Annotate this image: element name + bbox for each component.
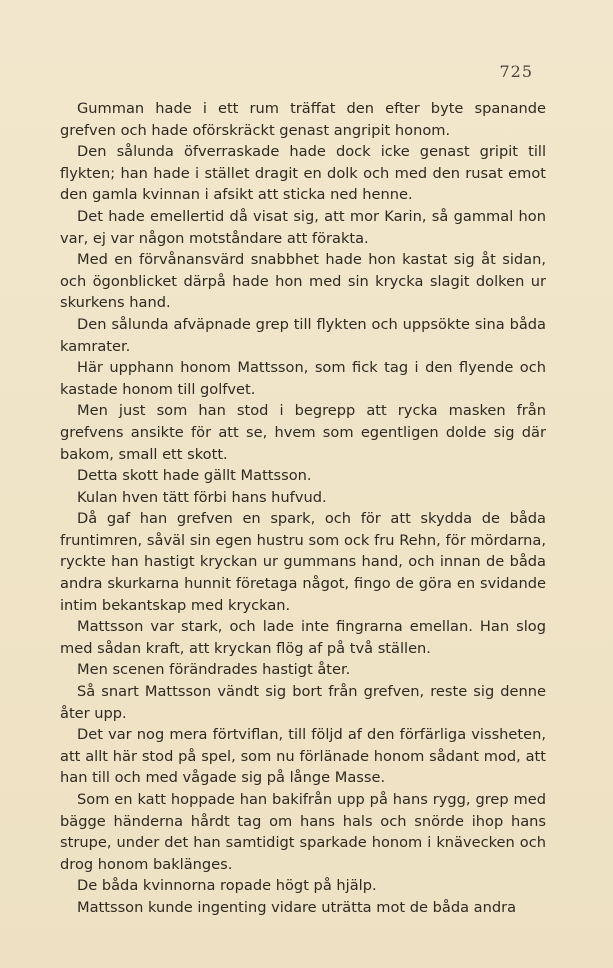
paragraph: Men just som han stod i begrepp att rycka masken från grefvens ansikte för att se, hvem som egentligen dolde sig där bakom, small ett skott.: [60, 402, 546, 463]
body-text: [60, 98, 546, 919]
page-number: 725: [499, 62, 533, 81]
paragraph: Det hade emellertid då visat sig, att mor Karin, så gammal hon var, ej var någon motståndare att förakta.: [60, 207, 546, 247]
paragraph: Mattsson var stark, och lade inte fingrarna emellan. Han slog med sådan kraft, att kryckan flög af på två ställen.: [60, 618, 546, 657]
paragraph: Som en katt hoppade han bakifrån upp på hans rygg, grep med bägge händerna hårdt tag om hans hals och snörde ihop hans strupe, under det han samtidigt sparkade honom i knävecken och drog honom baklänges.: [60, 791, 546, 873]
paragraph: Detta skott hade gällt Mattsson.: [77, 467, 312, 485]
paragraph: Den sålunda öfverraskade hade dock icke genast gripit till flykten; han hade i stället dragit en dolk och med den rusat emot den gamla kvinnan i afsikt att sticka ned henne.: [60, 143, 546, 204]
paragraph: Den sålunda afväpnade grep till flykten och uppsökte sina båda kamrater.: [60, 315, 546, 355]
paragraph: De båda kvinnorna ropade högt på hjälp.: [77, 877, 377, 895]
paragraph: Mattsson kunde ingenting vidare uträtta mot de båda andra: [77, 898, 517, 916]
paragraph: Då gaf han grefven en spark, och för att skydda de båda fruntimren, såväl sin egen hustru som ock fru Rehn, för mördarna, ryckte han hastigt kryckan ur gummans hand, och innan de båda andra skurkarna hunnit företaga något, fingo de göra en svidande intim bekantskap med kryckan.: [60, 510, 546, 614]
paragraph: Kulan hven tätt förbi hans hufvud.: [77, 488, 327, 506]
paragraph: Men scenen förändrades hastigt åter.: [77, 661, 351, 679]
paragraph: Så snart Mattsson vändt sig bort från grefven, reste sig denne åter upp.: [60, 683, 546, 722]
paragraph: Gumman hade i ett rum träffat den efter byte spanande grefven och hade oförskräckt genast angripit honom.: [60, 100, 546, 139]
paragraph: Här upphann honom Mattsson, som fick tag i den flyende och kastade honom till golfvet.: [60, 359, 546, 398]
paragraph: Det var nog mera förtviflan, till följd af den förfärliga vissheten, att allt här stod på spel, som nu förlänade honom sådant mod, att han till och med vågade sig på långe Masse.: [60, 726, 546, 787]
paragraph: Med en förvånansvärd snabbhet hade hon kastat sig åt sidan, och ögonblicket därpå hade hon med sin krycka slagit dolken ur skurkens hand.: [60, 251, 546, 312]
